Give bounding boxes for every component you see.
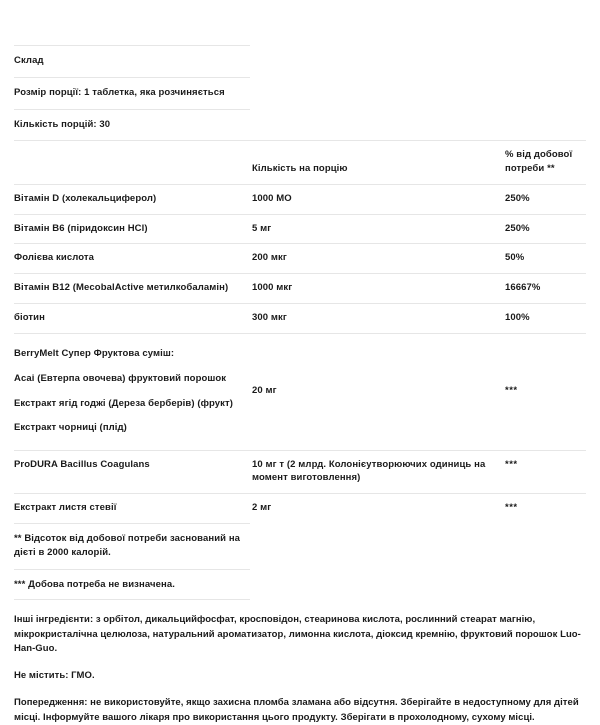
nutrient-amount: 300 мкг: [252, 311, 287, 323]
nutrient-name: Екстракт листя стевії: [14, 502, 117, 514]
warning-text: Попередження: не використовуйте, якщо захисна пломба зламана або відсутня. Зберігайте в недоступному для дітей місці. Інформуйте вашого лікаря про використання цього продукту. Зберігати в прохолодному, сухому місці.: [14, 697, 579, 723]
table-row: [0, 273, 600, 303]
blend-ingredient: Екстракт чорниці (плід): [14, 422, 127, 434]
footnote-daily-value-basis: ** Відсоток від добової потреби заснований на дієті в 2000 калорій.: [14, 533, 241, 558]
footnote-row: [0, 569, 600, 601]
table-row: [0, 243, 600, 273]
serving-size-row: [0, 77, 600, 109]
servings-per-container-text: Кількість порцій: 30: [14, 118, 111, 130]
nutrient-name: ProDURA Bacillus Coagulans: [14, 458, 150, 470]
blend-amount: 20 мг: [252, 385, 277, 397]
blend-ingredient: Acai (Евтерпа овочева) фруктовий порошок: [14, 372, 227, 384]
nutrient-daily-value: 100%: [505, 311, 530, 323]
nutrient-amount: 200 мкг: [252, 252, 287, 264]
notes-section: [0, 613, 600, 725]
nutrient-amount: 1000 мкг: [252, 282, 293, 294]
table-row: [0, 184, 600, 214]
blend-name-list: [14, 342, 252, 441]
page-title: Склад: [14, 55, 44, 66]
nutrient-daily-value: 250%: [505, 222, 530, 234]
nutrient-name: Фолієва кислота: [14, 252, 95, 264]
blend-ingredient: Екстракт ягід годжі (Дереза берберів) (фрукт): [14, 397, 234, 409]
nutrient-amount: 2 мг: [252, 502, 272, 514]
nutrient-daily-value: ***: [505, 502, 518, 514]
servings-per-container-row: [0, 109, 600, 141]
blend-row: [0, 333, 600, 450]
nutrient-daily-value: 250%: [505, 192, 530, 204]
nutrient-name: Вітамін B6 (піридоксин HCl): [14, 222, 148, 234]
blend-daily-value: ***: [505, 385, 518, 397]
table-row: [0, 303, 600, 333]
nutrient-name: біотин: [14, 311, 45, 323]
other-ingredients-text: Інші інгредієнти: з орбітол, дикальцийфосфат, кросповідон, стеаринова кислота, рослинний стеарат магнію, мікрокристалічна целюлоза, натуральний ароматизатор, лимонна кислота, діоксид кремнію, фруктовий порошок Luo-Han-Guo.: [14, 614, 581, 654]
blend-title: BerryMelt Супер Фруктова суміш:: [14, 348, 175, 360]
table-row: [0, 493, 600, 523]
table-header-row: [0, 140, 600, 184]
nutrient-daily-value: ***: [505, 458, 518, 470]
nutrient-name: Вітамін D (холекальциферол): [14, 192, 157, 204]
panel-title-row: [0, 45, 600, 77]
table-row: [0, 450, 600, 494]
nutrient-name: Вітамін B12 (MecobalActive метилкобаламін): [14, 282, 229, 294]
column-header-amount: Кількість на порцію: [252, 163, 348, 175]
column-header-daily-value: % від добової потреби **: [505, 149, 573, 175]
serving-size-text: Розмір порції: 1 таблетка, яка розчиняється: [14, 86, 225, 98]
nutrient-amount: 5 мг: [252, 222, 272, 234]
table-row: [0, 214, 600, 244]
footnote-row: [0, 523, 600, 569]
nutrient-amount: 10 мг т (2 млрд. Колонієутворюючих одиниць на момент виготовлення): [252, 458, 486, 484]
free-from-text: Не містить: ГМО.: [14, 670, 95, 682]
nutrient-daily-value: 50%: [505, 252, 525, 264]
nutrient-daily-value: 16667%: [505, 282, 541, 294]
footnote-daily-value-not-established: *** Добова потреба не визначена.: [14, 578, 175, 590]
nutrient-amount: 1000 МО: [252, 192, 292, 204]
